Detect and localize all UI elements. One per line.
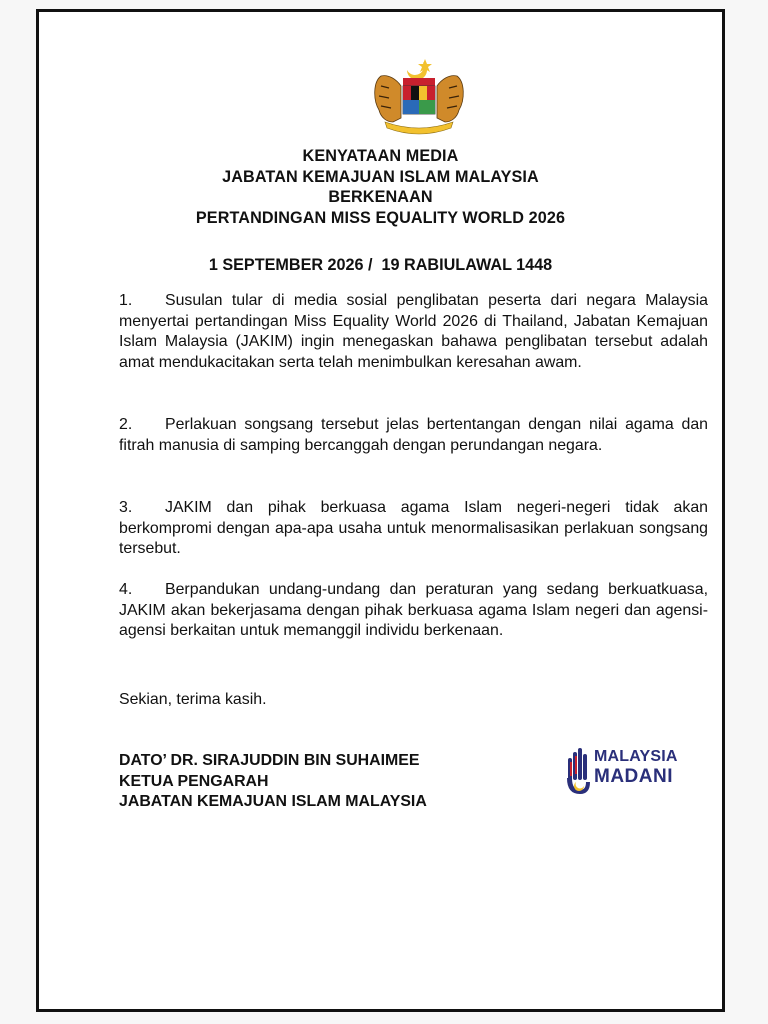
madani-logo-text (594, 747, 678, 787)
document-page (36, 9, 725, 1012)
paragraph-text: Perlakuan songsang tersebut jelas bertentangan dengan nilai agama dan fitrah manusia di samping bercanggah dengan perundangan negara. (119, 416, 708, 454)
release-date: 1 SEPTEMBER 2026 / 19 RABIULAWAL 1448 (208, 256, 553, 274)
paragraph-number: 3. (119, 499, 133, 516)
closing-remark: Sekian, terima kasih. (119, 691, 267, 708)
paragraph-number: 2. (119, 416, 133, 433)
signatory-title: KETUA PENGARAH (119, 772, 269, 790)
paragraph-3 (119, 498, 708, 560)
paragraph-4 (119, 580, 708, 642)
header-subject-label: BERKENAAN (328, 188, 433, 206)
press-release-header (39, 146, 722, 228)
paragraph-1 (119, 291, 708, 373)
paragraph-text: JAKIM dan pihak berkuasa agama Islam negeri-negeri tidak akan berkompromi dengan apa-apa usaha untuk menormalisasikan perlakuan songsang tersebut. (119, 499, 708, 558)
paragraph-text: Berpandukan undang-undang dan peraturan yang sedang berkuatkuasa, JAKIM akan bekerjasama dengan pihak berkuasa agama Islam negeri dan agensi-agensi berkaitan untuk memanggil individu berkenaan. (119, 581, 708, 640)
signatory-department: JABATAN KEMAJUAN ISLAM MALAYSIA (119, 793, 427, 811)
logo-text-line2: MADANI (594, 766, 673, 787)
paragraph-number: 1. (119, 292, 133, 309)
logo-text-line1: MALAYSIA (594, 748, 678, 765)
signatory-name: DATO’ DR. SIRAJUDDIN BIN SUHAIMEE (119, 752, 420, 769)
signature-block (119, 751, 427, 813)
header-department: JABATAN KEMAJUAN ISLAM MALAYSIA (222, 167, 539, 186)
header-subject: PERTANDINGAN MISS EQUALITY WORLD 2026 (195, 208, 566, 227)
malaysia-coat-of-arms-icon (367, 56, 471, 140)
paragraph-2 (119, 415, 708, 456)
paragraph-number: 4. (119, 581, 133, 598)
paragraph-text: Susulan tular di media sosial penglibatan peserta dari negara Malaysia menyertai pertandingan Miss Equality World 2026 di Thailand, Jabatan Kemajuan Islam Malaysia (JAKIM) ingin menegaskan bahawa penglibatan tersebut adalah amat mendukacitakan serta telah menimbulkan keresahan awam. (119, 292, 708, 371)
header-title: KENYATAAN MEDIA (302, 147, 459, 165)
